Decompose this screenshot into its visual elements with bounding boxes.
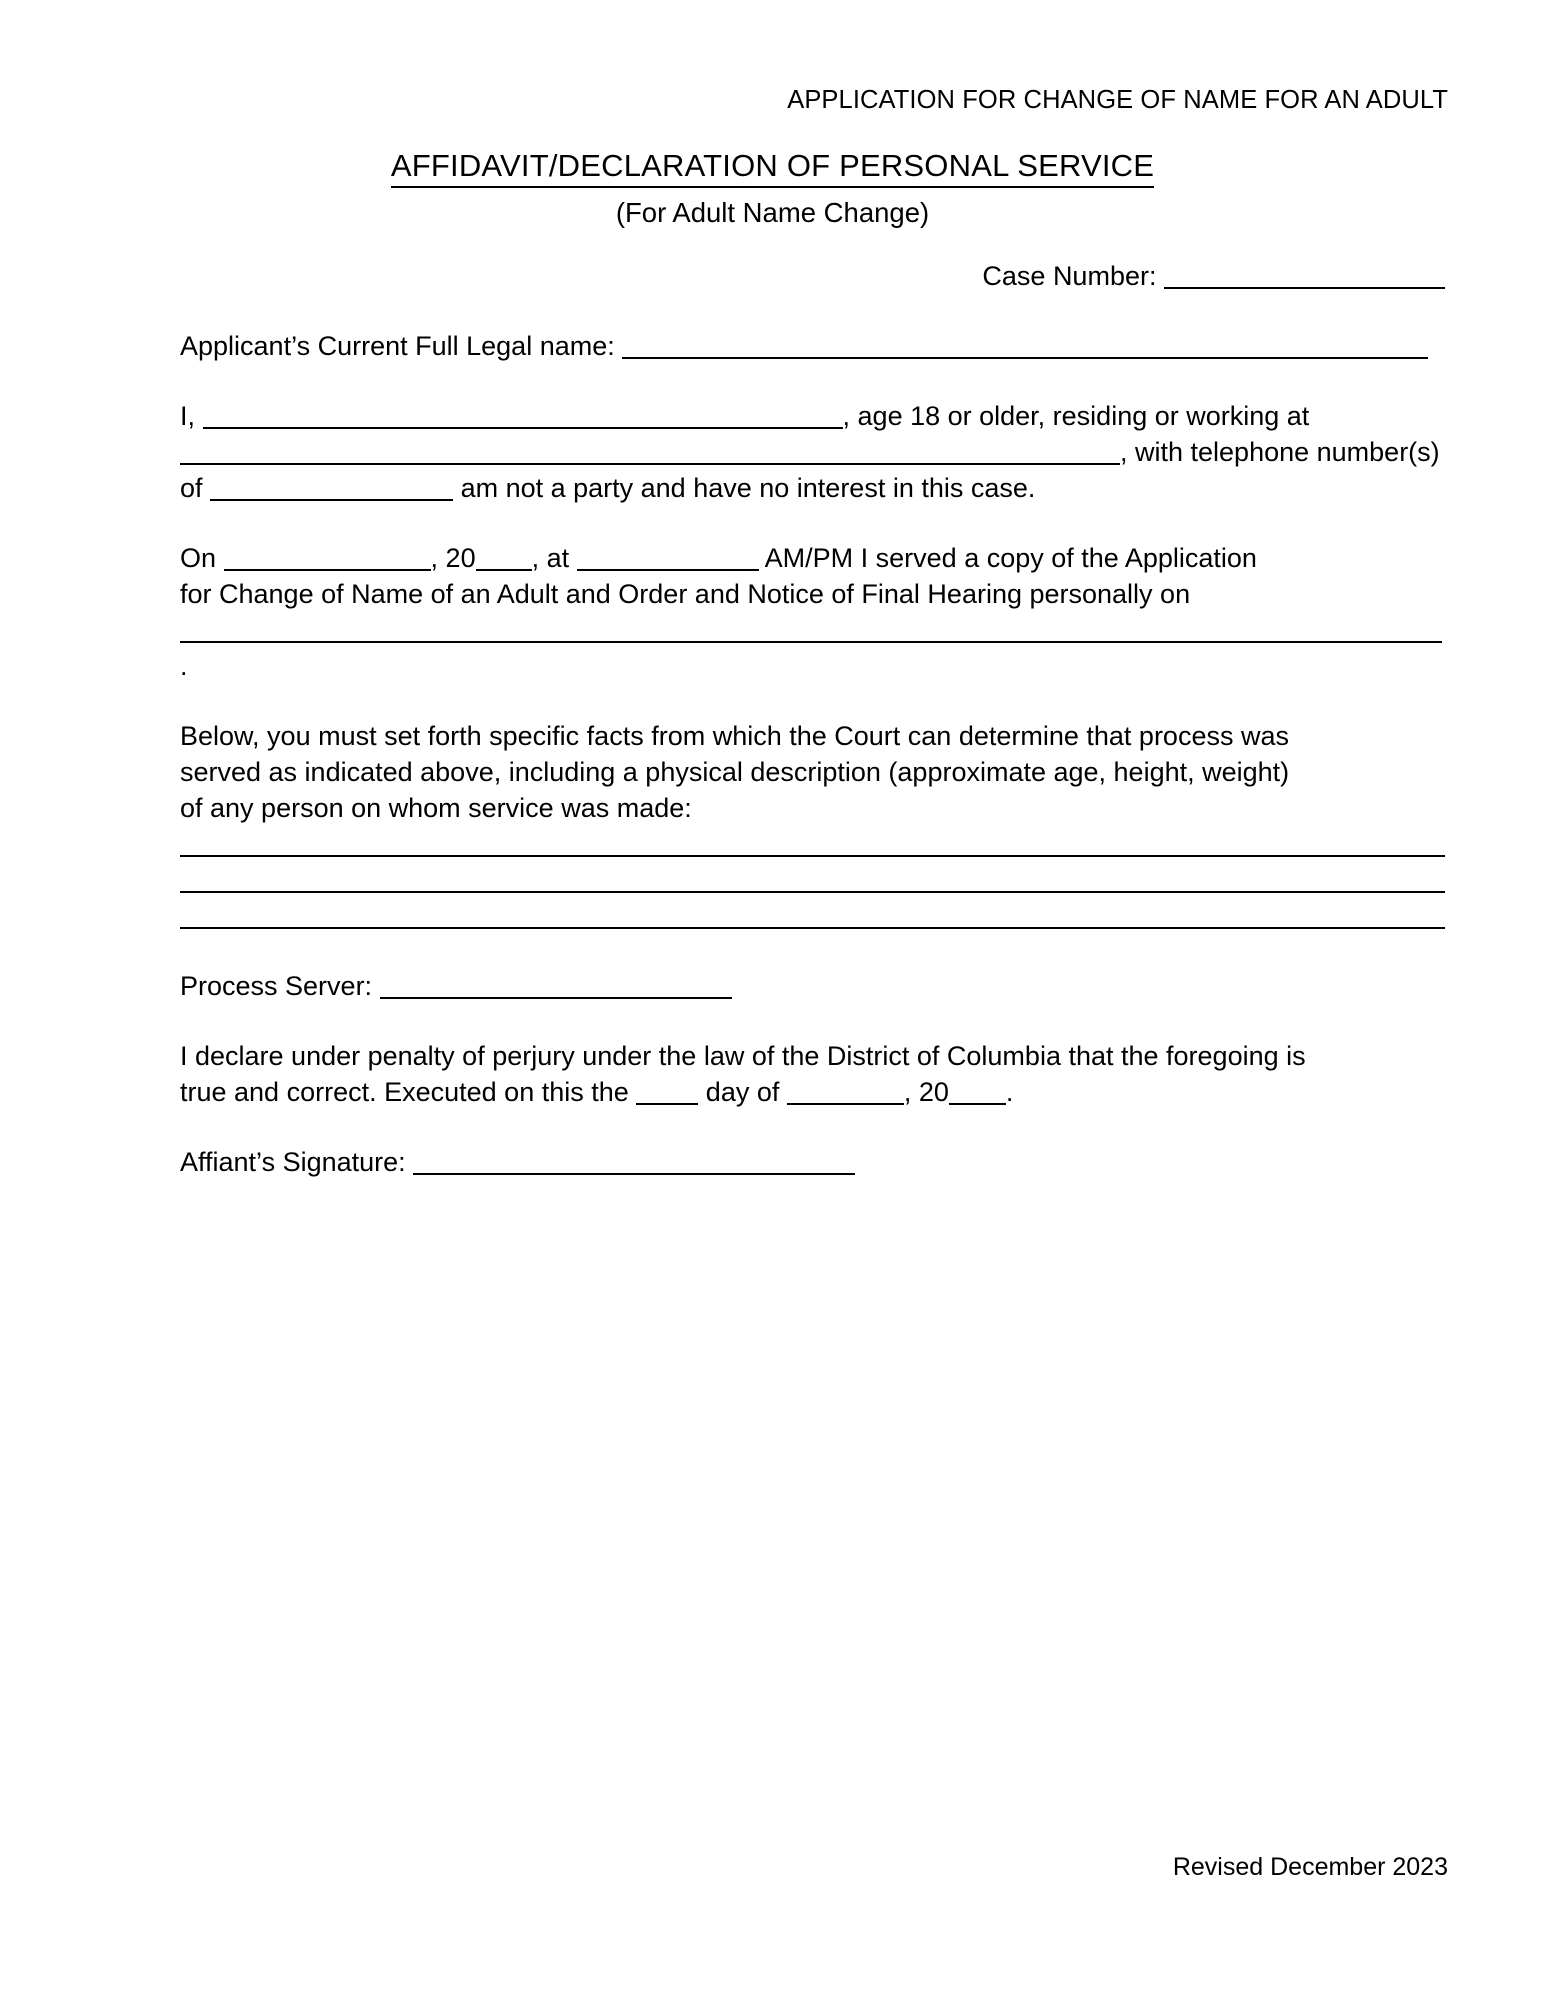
document-running-header xyxy=(0,86,1545,115)
declaration-year-blank[interactable] xyxy=(949,1103,1006,1105)
instructions-paragraph xyxy=(180,718,1445,826)
service-period: . xyxy=(180,651,188,681)
revision-date-text: Revised December 2023 xyxy=(1172,1853,1448,1881)
served-person-blank[interactable] xyxy=(180,641,1442,643)
applicant-name-blank[interactable] xyxy=(622,357,1428,359)
declaration-day-of-label: day of xyxy=(705,1077,780,1107)
instructions-line-2: served as indicated above, including a physical description (approximate age, height, weight) xyxy=(180,757,1290,787)
page-title-wrapper xyxy=(0,148,1545,188)
affiant-paragraph xyxy=(180,398,1445,506)
document-footer xyxy=(0,1853,1545,1882)
instructions-line-1: Below, you must set forth specific facts from which the Court can determine that process was xyxy=(180,721,1289,751)
spacer xyxy=(180,364,1445,398)
service-year-blank[interactable] xyxy=(476,569,532,571)
affiant-signature-row xyxy=(180,1144,1445,1180)
affiant-telephone-text: , with telephone number(s) xyxy=(1120,437,1440,467)
process-server-blank[interactable] xyxy=(380,997,732,999)
process-server-label: Process Server: xyxy=(180,971,373,1001)
form-body xyxy=(180,258,1445,1180)
service-on-label: On xyxy=(180,543,217,573)
service-at-label: , at xyxy=(531,543,570,573)
service-ampm-text: AM/PM I served a copy of the Application xyxy=(764,543,1257,573)
service-line2-text: for Change of Name of an Adult and Order and Notice of Final Hearing personally on xyxy=(180,579,1191,609)
instructions-line-3: of any person on whom service was made: xyxy=(180,793,692,823)
affiant-of-label: of xyxy=(180,473,203,503)
declaration-month-blank[interactable] xyxy=(787,1103,904,1105)
affiant-signature-blank[interactable] xyxy=(413,1173,855,1175)
declaration-period: . xyxy=(1005,1077,1014,1107)
facts-write-in-area xyxy=(180,826,1445,934)
spacer xyxy=(180,506,1445,540)
facts-blank-line-1[interactable] xyxy=(180,855,1445,857)
case-number-blank[interactable] xyxy=(1164,287,1445,289)
page-title: AFFIDAVIT/DECLARATION OF PERSONAL SERVICE xyxy=(391,148,1154,188)
declaration-year-prefix: , 20 xyxy=(903,1077,949,1107)
declaration-line-2-prefix: true and correct. Executed on this the xyxy=(180,1077,629,1107)
page-subtitle: (For Adult Name Change) xyxy=(615,196,930,228)
facts-line-row xyxy=(180,826,1445,862)
affiant-name-blank[interactable] xyxy=(203,427,843,429)
process-server-row xyxy=(180,968,1445,1004)
facts-line-row xyxy=(180,898,1445,934)
running-header-text: APPLICATION FOR CHANGE OF NAME FOR AN ADULT xyxy=(787,86,1448,114)
title-block xyxy=(0,148,1545,229)
declaration-day-blank[interactable] xyxy=(636,1103,698,1105)
facts-blank-line-3[interactable] xyxy=(180,927,1445,929)
spacer xyxy=(180,294,1445,328)
spacer xyxy=(180,684,1445,718)
spacer xyxy=(180,1004,1445,1038)
facts-line-row xyxy=(180,862,1445,898)
declaration-line-1: I declare under penalty of perjury under the law of the District of Columbia that the foregoing is xyxy=(180,1041,1306,1071)
affiant-age-text: , age 18 or older, residing or working at xyxy=(842,401,1310,431)
service-paragraph xyxy=(180,540,1445,684)
affiant-address-blank[interactable] xyxy=(180,463,1120,465)
spacer xyxy=(180,1110,1445,1144)
affiant-signature-label: Affiant’s Signature: xyxy=(180,1147,406,1177)
affiant-no-interest-text: am not a party and have no interest in this case. xyxy=(460,473,1036,503)
spacer xyxy=(180,934,1445,968)
service-date-blank[interactable] xyxy=(224,569,431,571)
affiant-i-label: I, xyxy=(180,401,196,431)
service-time-blank[interactable] xyxy=(577,569,759,571)
declaration-paragraph xyxy=(180,1038,1445,1110)
applicant-name-row xyxy=(180,328,1445,364)
case-number-row xyxy=(180,258,1445,294)
case-number-label: Case Number: xyxy=(982,261,1157,291)
applicant-name-label: Applicant’s Current Full Legal name: xyxy=(180,331,615,361)
affiant-phone-blank[interactable] xyxy=(210,499,453,501)
service-year-prefix: , 20 xyxy=(430,543,476,573)
facts-blank-line-2[interactable] xyxy=(180,891,1445,893)
